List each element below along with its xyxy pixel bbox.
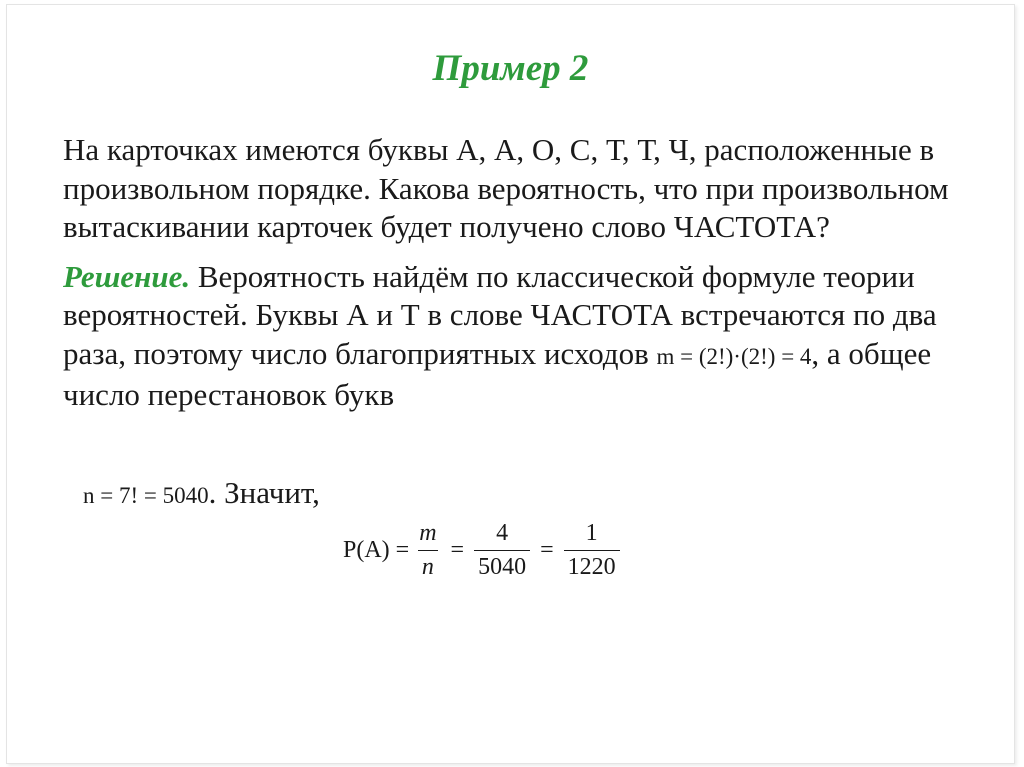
- m-formula: m = (2!)·(2!) = 4: [656, 343, 812, 369]
- n-formula-line: [63, 475, 320, 511]
- fraction-numerator: 4: [496, 520, 509, 546]
- solution-paragraph: [63, 258, 983, 415]
- equals-sign: =: [450, 537, 465, 563]
- fraction-4-over-5040: [474, 520, 530, 581]
- fraction-numerator: 1: [585, 520, 598, 546]
- fraction-denominator: 5040: [474, 550, 530, 581]
- slide-title: Пример 2: [432, 48, 589, 89]
- fraction-1-over-1220: [564, 520, 620, 581]
- problem-text: На карточках имеются буквы А, А, О, С, Т, Т, Ч, расположенные в произвольном порядке. Какова вероятность, что при произвольном вытаскивании карточек будет получено слово ЧАСТОТА?: [63, 132, 949, 244]
- slide-body: [63, 131, 983, 415]
- formula-lhs: P(A) =: [343, 537, 410, 563]
- solution-text-3: . Значит,: [208, 475, 320, 510]
- probability-formula: [343, 520, 626, 581]
- n-formula: n = 7! = 5040: [83, 483, 209, 508]
- solution-text-2: , а общее число перестановок букв: [63, 335, 932, 412]
- fraction-denominator: n: [418, 550, 438, 581]
- solution-label: Решение.: [63, 258, 191, 294]
- slide: [6, 4, 1015, 764]
- equals-sign: =: [540, 537, 554, 563]
- fraction-numerator: m: [419, 520, 437, 546]
- fraction-denominator: 1220: [564, 550, 620, 581]
- solution-text-1: Вероятность найдём по классической формуле теории вероятностей. Буквы А и Т в слове ЧАСТОТА встречаются по два раза, поэтому число благоприятных исходов: [63, 258, 937, 371]
- fraction-m-over-n: [415, 520, 440, 581]
